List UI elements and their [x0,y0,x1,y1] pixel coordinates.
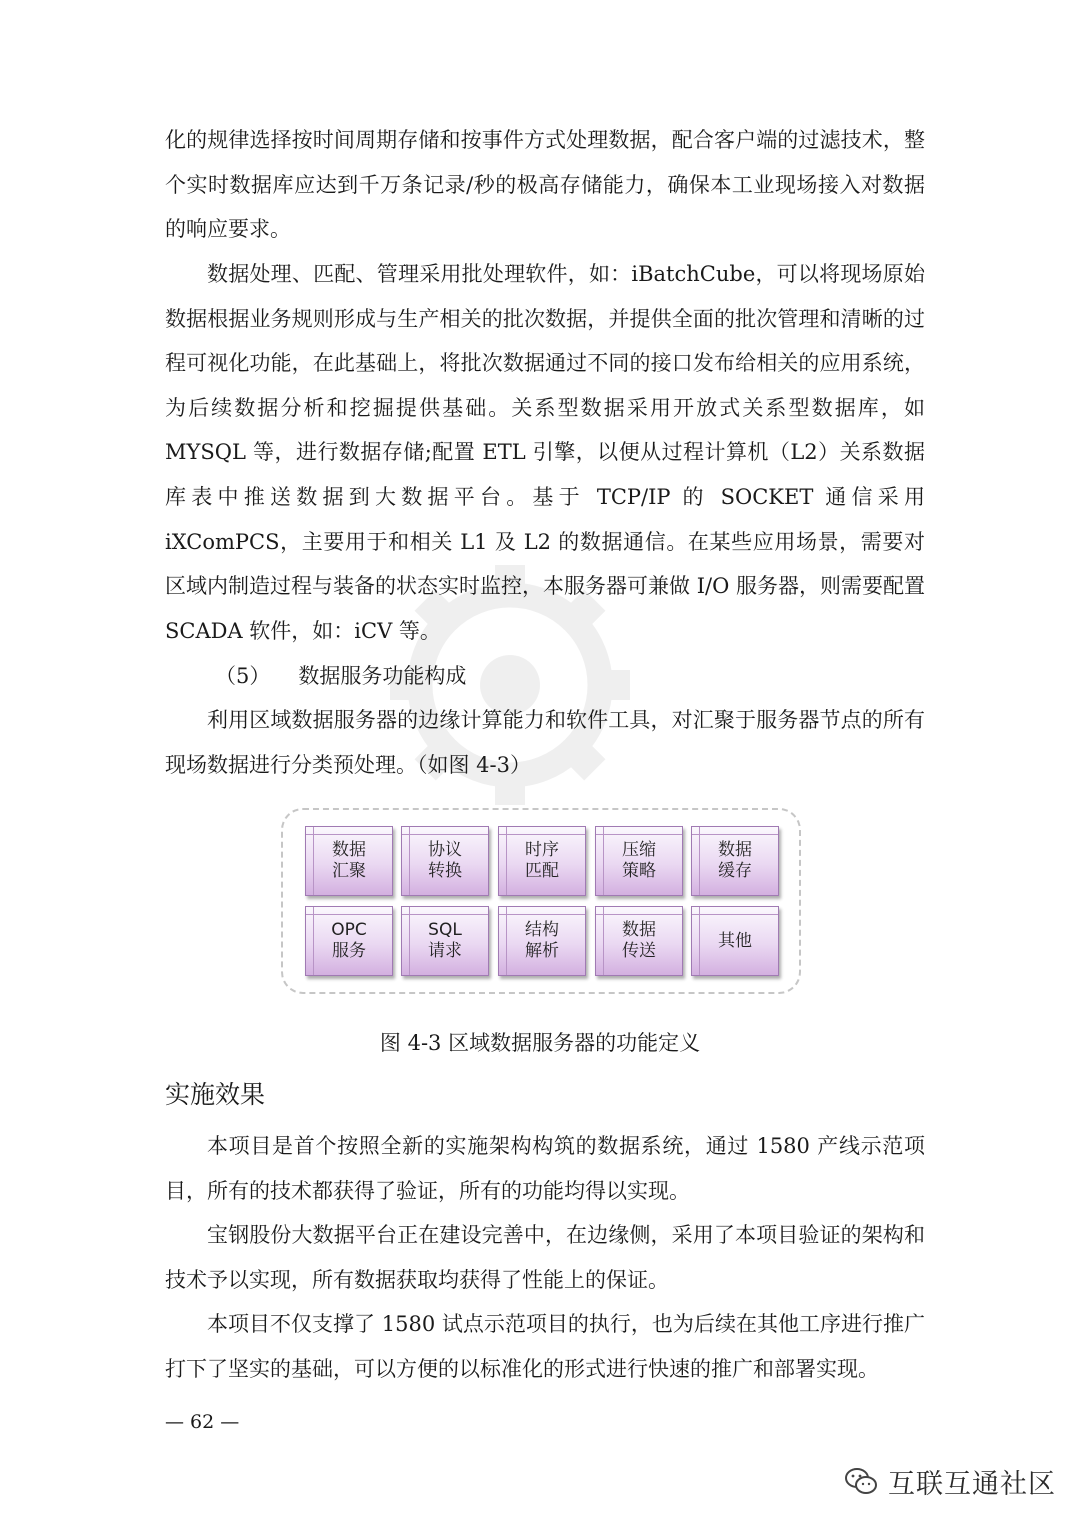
subsection-title: 数据服务功能构成 [298,664,467,688]
box-label-line2: 缓存 [718,861,752,881]
box-label-line1: SQL [428,920,462,940]
box-label-line2: 策略 [622,861,656,881]
box-label-line2: 汇聚 [332,861,366,881]
subsection-heading [215,654,466,698]
function-box-data-cache [691,826,779,896]
account-watermark [844,1461,1056,1501]
paragraph-edge-computing: 利用区域数据服务器的边缘计算能力和软件工具，对汇聚于服务器节点的所有现场数据进行分类预处理。（如图 4-3） [165,708,925,777]
box-label-line1: 结构 [525,920,559,940]
box-label-line1: OPC [331,920,367,940]
box-label-line2: 服务 [332,941,366,961]
function-box-protocol-conversion [401,826,489,896]
function-diagram [281,808,801,994]
subsection-number: （5） [215,664,271,688]
figure-caption: 图 4-3 区域数据服务器的功能定义 [379,1031,701,1055]
paragraph-result-2: 宝钢股份大数据平台正在建设完善中，在边缘侧，采用了本项目验证的架构和技术予以实现，所有数据获取均获得了性能上的保证。 [165,1223,925,1292]
function-box-opc-service [305,906,393,976]
function-box-data-transfer [595,906,683,976]
paragraph-batch-processing: 数据处理、匹配、管理采用批处理软件，如：iBatchCube，可以将现场原始数据根据业务规则形成与生产相关的批次数据，并提供全面的批次管理和清晰的过程可视化功能，在此基础上，将批次数据通过不同的接口发布给相关的应用系统，为后续数据分析和挖掘提供基础。关系型数据采用开放式关系型数据库，如MYSQL 等，进行数据存储;配置 ETL 引擎，以便从过程计算机（L2）关系数据库表中推送数据到大数据平台。基于 TCP/IP 的 SOCKET 通信采用 iXComPCS，主要用于和相关 L1 及 L2 的数据通信。在某些应用场景，需要对区域内制造过程与装备的状态实时监控，本服务器可兼做 I/O 服务器，则需要配置 SCADA 软件，如：iCV 等。 [165,262,925,643]
function-box-sql-request [401,906,489,976]
function-box-structure-parsing [498,906,586,976]
paragraph-realtime-db: 化的规律选择按时间周期存储和按事件方式处理数据，配合客户端的过滤技术，整个实时数据库应达到千万条记录/秒的极高存储能力，确保本工业现场接入对数据的响应要求。 [165,128,925,242]
box-label-line2: 匹配 [525,861,559,881]
function-box-timeseries-matching [498,826,586,896]
box-label-line1: 时序 [525,840,559,860]
function-box-compression-policy [595,826,683,896]
box-label-line1: 数据 [622,920,656,940]
box-label-line1: 数据 [332,840,366,860]
box-label-line1: 协议 [428,840,462,860]
function-box-other [691,906,779,976]
box-label-line1: 压缩 [622,840,656,860]
box-label-line2: 请求 [428,941,462,961]
section-title: 实施效果 [165,1080,266,1109]
paragraph-result-3: 本项目不仅支撑了 1580 试点示范项目的执行，也为后续在其他工序进行推广打下了坚实的基础，可以方便的以标准化的形式进行快速的推广和部署实现。 [165,1312,925,1381]
paragraph-result-1: 本项目是首个按照全新的实施架构构筑的数据系统，通过 1580 产线示范项目，所有的技术都获得了验证，所有的功能均得以实现。 [165,1134,925,1203]
box-label-line2: 转换 [428,861,462,881]
wechat-icon [844,1466,878,1496]
box-label-line1: 数据 [718,840,752,860]
box-label-line2: 解析 [525,941,559,961]
function-box-data-aggregation [305,826,393,896]
page-number: — 62 — [165,1411,240,1433]
account-name: 互联互通社区 [888,1468,1056,1500]
box-label-line2: 传送 [622,941,656,961]
box-label-line1: 其他 [718,930,752,951]
